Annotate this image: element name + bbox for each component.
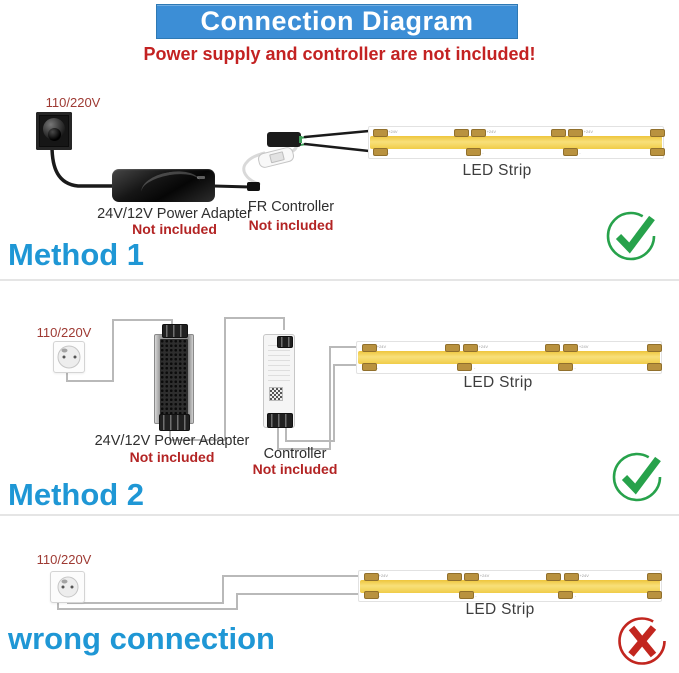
warning-text: Power supply and controller are not included! <box>143 44 536 64</box>
solder-pad <box>647 573 662 581</box>
solder-pad <box>364 573 379 581</box>
pad-marking: +24V <box>376 344 387 349</box>
pad-marking: - <box>482 150 484 155</box>
controller-note: Not included <box>252 461 338 477</box>
pad-marking: - <box>474 365 476 370</box>
method-1-title: Method 1 <box>8 237 145 272</box>
pad-marking: - <box>475 593 477 598</box>
solder-pad <box>546 573 561 581</box>
led-strip-label-1: LED Strip <box>462 162 532 179</box>
pad-marking: - <box>579 150 581 155</box>
pad-marking: +24V <box>378 573 389 578</box>
led-strip-3 <box>358 570 662 602</box>
pad-marking: - <box>388 150 390 155</box>
psu-label: 24V/12V Power Adapter <box>94 433 250 449</box>
socket-recess <box>57 577 78 598</box>
pad-marking: - <box>376 365 379 370</box>
solder-pad <box>647 591 662 599</box>
led-strip-label-2: LED Strip <box>463 374 533 391</box>
method-2-title: Method 2 <box>8 477 145 512</box>
pad-marking: +24V <box>388 129 398 134</box>
solder-pad <box>459 591 477 599</box>
pad-marking: - <box>378 593 380 598</box>
voltage-label-2: 110/220V <box>36 325 92 340</box>
socket-pin-hole <box>71 586 74 589</box>
solder-pad <box>558 591 573 599</box>
adapter-label-1: 24V/12V Power Adapter <box>97 206 252 222</box>
pad-marking: +24V <box>478 344 489 349</box>
cross-icon <box>616 611 670 669</box>
pad-marking: - <box>574 593 577 598</box>
adapter-note-1: Not included <box>132 221 217 237</box>
wrong-connection-title: wrong connection <box>8 621 275 656</box>
wall-socket-euro-3 <box>50 571 85 603</box>
voltage-label-1: 110/220V <box>45 95 101 110</box>
pad-marking: +24V <box>583 129 594 134</box>
voltage-label-3: 110/220V <box>36 552 92 567</box>
solder-pad <box>364 591 379 599</box>
led-strip-label-3: LED Strip <box>465 601 535 618</box>
solder-pad <box>564 573 579 581</box>
page-title: Connection Diagram <box>200 6 474 36</box>
controller-label: Controller <box>263 446 327 462</box>
pad-marking: +24V <box>486 129 497 134</box>
pad-marking: +24V <box>579 573 589 578</box>
fr-controller-label: FR Controller <box>247 199 335 215</box>
pad-marking: +24V <box>578 344 589 349</box>
solder-pad <box>464 573 479 581</box>
psu-note: Not included <box>129 449 215 465</box>
fr-controller-note: Not included <box>248 217 334 233</box>
socket-pin-hole <box>62 586 65 589</box>
solder-pad <box>447 573 462 581</box>
pad-marking: +24V <box>479 573 490 578</box>
pad-marking: - <box>574 365 576 370</box>
